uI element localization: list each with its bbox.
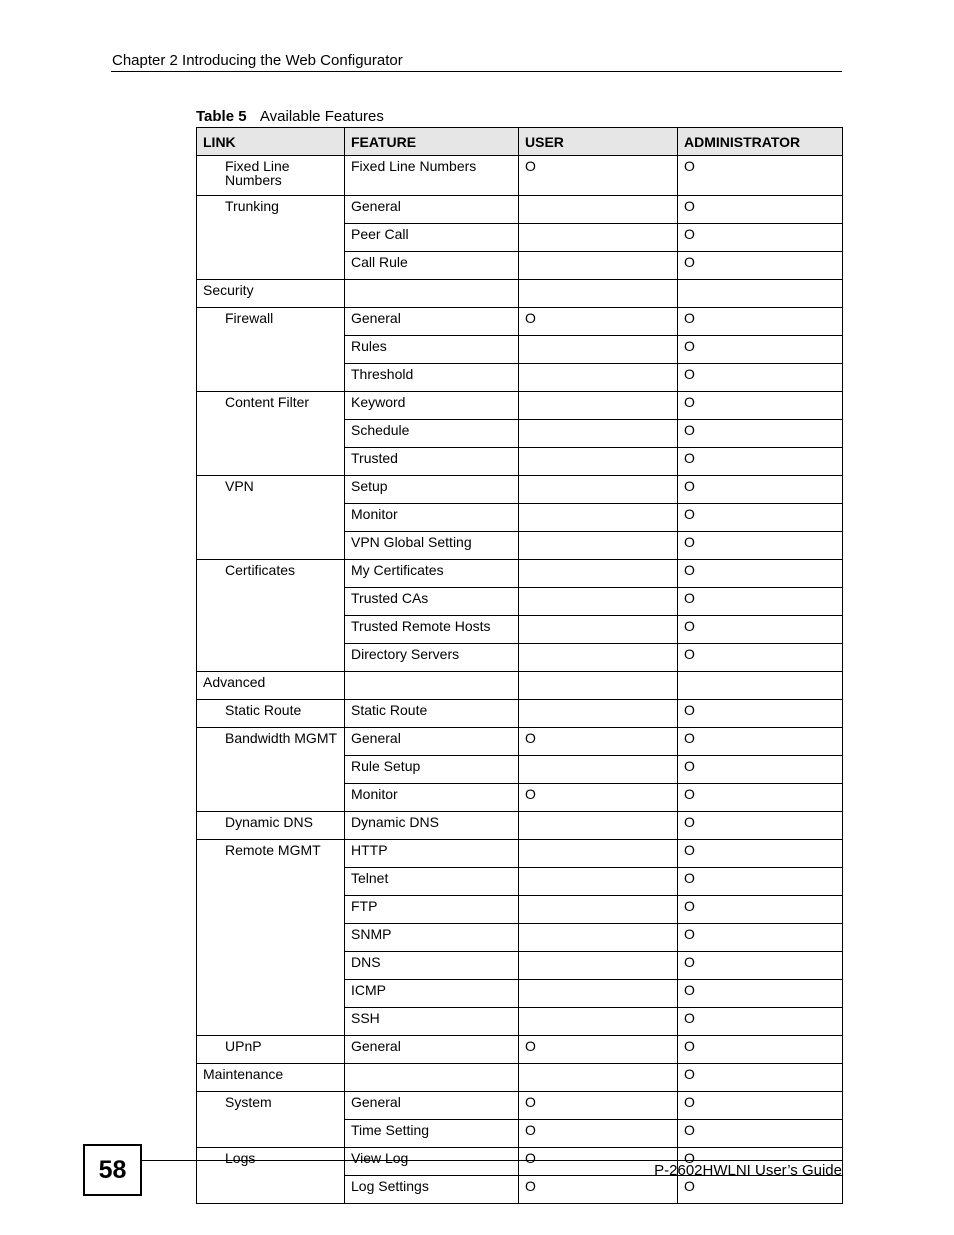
user-cell <box>519 504 678 532</box>
table-row <box>197 1064 843 1092</box>
administrator-cell: O <box>678 924 843 952</box>
administrator-cell: O <box>678 196 843 224</box>
feature-cell: Rules <box>345 336 519 364</box>
feature-cell: Schedule <box>345 420 519 448</box>
feature-cell: VPN Global Setting <box>345 532 519 560</box>
administrator-cell: O <box>678 224 843 252</box>
link-cell: Logs <box>197 1148 345 1204</box>
guide-title: P-2602HWLNI User’s Guide <box>654 1162 842 1179</box>
administrator-cell: O <box>678 1120 843 1148</box>
table-header-row <box>197 128 843 156</box>
link-cell: Remote MGMT <box>197 840 345 1036</box>
table-row <box>197 672 843 700</box>
table-row <box>197 280 843 308</box>
administrator-cell: O <box>678 504 843 532</box>
feature-cell: Keyword <box>345 392 519 420</box>
running-header: Chapter 2 Introducing the Web Configurator <box>112 52 403 69</box>
feature-cell: Directory Servers <box>345 644 519 672</box>
feature-cell: Monitor <box>345 504 519 532</box>
user-cell <box>519 924 678 952</box>
user-cell <box>519 700 678 728</box>
link-cell: Security <box>197 280 345 308</box>
administrator-cell: O <box>678 252 843 280</box>
feature-cell <box>345 1064 519 1092</box>
feature-cell <box>345 672 519 700</box>
administrator-cell: O <box>678 868 843 896</box>
administrator-cell: O <box>678 476 843 504</box>
feature-cell: Call Rule <box>345 252 519 280</box>
administrator-cell: O <box>678 336 843 364</box>
administrator-cell: O <box>678 448 843 476</box>
link-cell: Firewall <box>197 308 345 392</box>
table-row <box>197 700 843 728</box>
feature-cell: Trusted Remote Hosts <box>345 616 519 644</box>
administrator-cell: O <box>678 532 843 560</box>
table-row <box>197 840 843 868</box>
feature-cell: My Certificates <box>345 560 519 588</box>
table-row <box>197 728 843 756</box>
link-cell: Content Filter <box>197 392 345 476</box>
column-header-feature: FEATURE <box>345 128 519 156</box>
administrator-cell: O <box>678 1064 843 1092</box>
user-cell <box>519 588 678 616</box>
user-cell <box>519 560 678 588</box>
administrator-cell: O <box>678 784 843 812</box>
table-caption-title: Available Features <box>259 108 384 125</box>
administrator-cell: O <box>678 728 843 756</box>
link-cell: VPN <box>197 476 345 560</box>
features-table <box>196 127 843 1204</box>
footer-rule <box>140 1160 842 1161</box>
page-number: 58 <box>83 1144 142 1196</box>
administrator-cell: O <box>678 1092 843 1120</box>
link-cell: Advanced <box>197 672 345 700</box>
feature-cell: General <box>345 728 519 756</box>
user-cell <box>519 868 678 896</box>
administrator-cell: O <box>678 560 843 588</box>
user-cell <box>519 812 678 840</box>
feature-cell: General <box>345 308 519 336</box>
user-cell <box>519 448 678 476</box>
feature-cell: Monitor <box>345 784 519 812</box>
user-cell <box>519 980 678 1008</box>
feature-cell: Peer Call <box>345 224 519 252</box>
feature-cell: DNS <box>345 952 519 980</box>
administrator-cell: O <box>678 1176 843 1204</box>
link-cell: Certificates <box>197 560 345 672</box>
column-header-link: LINK <box>197 128 345 156</box>
user-cell: O <box>519 156 678 196</box>
table-row <box>197 308 843 336</box>
administrator-cell: O <box>678 364 843 392</box>
user-cell <box>519 364 678 392</box>
user-cell <box>519 616 678 644</box>
user-cell <box>519 1064 678 1092</box>
user-cell: O <box>519 308 678 336</box>
administrator-cell <box>678 672 843 700</box>
table-row <box>197 1036 843 1064</box>
user-cell: O <box>519 1120 678 1148</box>
user-cell <box>519 840 678 868</box>
user-cell: O <box>519 728 678 756</box>
user-cell: O <box>519 1148 678 1176</box>
link-cell: Trunking <box>197 196 345 280</box>
user-cell <box>519 1008 678 1036</box>
link-cell: Dynamic DNS <box>197 812 345 840</box>
administrator-cell: O <box>678 392 843 420</box>
feature-cell: Threshold <box>345 364 519 392</box>
administrator-cell: O <box>678 812 843 840</box>
user-cell <box>519 896 678 924</box>
administrator-cell: O <box>678 420 843 448</box>
feature-cell: Setup <box>345 476 519 504</box>
feature-cell: Fixed Line Numbers <box>345 156 519 196</box>
feature-cell: General <box>345 1036 519 1064</box>
link-cell: Fixed Line Numbers <box>197 156 345 196</box>
feature-cell: HTTP <box>345 840 519 868</box>
table-caption-number: Table 5 <box>196 108 247 125</box>
feature-cell: View Log <box>345 1148 519 1176</box>
feature-cell: General <box>345 1092 519 1120</box>
feature-cell <box>345 280 519 308</box>
column-header-user: USER <box>519 128 678 156</box>
feature-cell: Trusted <box>345 448 519 476</box>
table-row <box>197 156 843 196</box>
feature-cell: Static Route <box>345 700 519 728</box>
user-cell <box>519 280 678 308</box>
user-cell <box>519 476 678 504</box>
administrator-cell: O <box>678 156 843 196</box>
feature-cell: Rule Setup <box>345 756 519 784</box>
administrator-cell: O <box>678 1036 843 1064</box>
link-cell: Bandwidth MGMT <box>197 728 345 812</box>
link-cell: Static Route <box>197 700 345 728</box>
table-row <box>197 196 843 224</box>
user-cell <box>519 224 678 252</box>
administrator-cell: O <box>678 756 843 784</box>
user-cell <box>519 532 678 560</box>
administrator-cell: O <box>678 896 843 924</box>
feature-cell: FTP <box>345 896 519 924</box>
administrator-cell <box>678 280 843 308</box>
user-cell <box>519 672 678 700</box>
feature-cell: ICMP <box>345 980 519 1008</box>
user-cell <box>519 252 678 280</box>
user-cell <box>519 756 678 784</box>
administrator-cell: O <box>678 616 843 644</box>
features-table-body <box>197 156 843 1204</box>
header-rule <box>111 71 842 72</box>
feature-cell: SNMP <box>345 924 519 952</box>
feature-cell: Time Setting <box>345 1120 519 1148</box>
table-row <box>197 392 843 420</box>
table-row <box>197 560 843 588</box>
feature-cell: Log Settings <box>345 1176 519 1204</box>
administrator-cell: O <box>678 1148 843 1176</box>
feature-cell: Telnet <box>345 868 519 896</box>
administrator-cell: O <box>678 644 843 672</box>
user-cell: O <box>519 1036 678 1064</box>
administrator-cell: O <box>678 308 843 336</box>
administrator-cell: O <box>678 980 843 1008</box>
table-row <box>197 1092 843 1120</box>
feature-cell: General <box>345 196 519 224</box>
user-cell: O <box>519 1092 678 1120</box>
feature-cell: SSH <box>345 1008 519 1036</box>
table-row <box>197 812 843 840</box>
administrator-cell: O <box>678 700 843 728</box>
user-cell <box>519 392 678 420</box>
user-cell <box>519 644 678 672</box>
user-cell <box>519 952 678 980</box>
administrator-cell: O <box>678 588 843 616</box>
user-cell: O <box>519 1176 678 1204</box>
link-cell: UPnP <box>197 1036 345 1064</box>
administrator-cell: O <box>678 1008 843 1036</box>
user-cell <box>519 196 678 224</box>
user-cell <box>519 420 678 448</box>
administrator-cell: O <box>678 840 843 868</box>
user-cell: O <box>519 784 678 812</box>
feature-cell: Dynamic DNS <box>345 812 519 840</box>
user-cell <box>519 336 678 364</box>
feature-cell: Trusted CAs <box>345 588 519 616</box>
table-caption <box>196 108 384 125</box>
column-header-administrator: ADMINISTRATOR <box>678 128 843 156</box>
link-cell: Maintenance <box>197 1064 345 1092</box>
link-cell: System <box>197 1092 345 1148</box>
administrator-cell: O <box>678 952 843 980</box>
table-row <box>197 476 843 504</box>
